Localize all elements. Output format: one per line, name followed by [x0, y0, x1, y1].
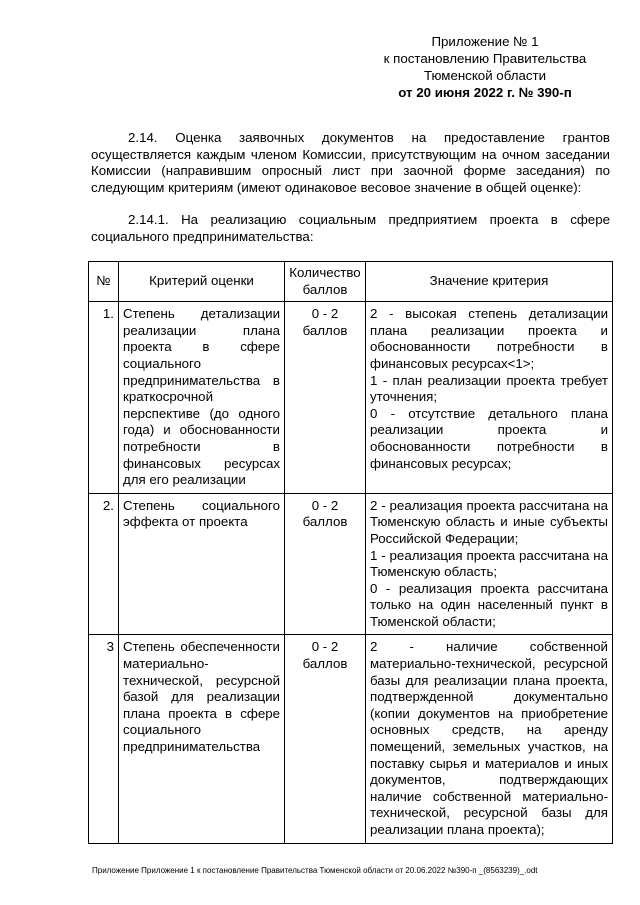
- value-item: 2 - высокая степень детализации плана реализации проекта и обоснованности потребности в финансовых ресурсах<1>;: [370, 306, 608, 371]
- appendix-region: Тюменской области: [423, 68, 547, 83]
- row-points: 0 - 2 баллов: [285, 493, 366, 635]
- value-item: 1 - план реализации проекта требует уточнения;: [370, 372, 608, 405]
- row-number: 2.: [89, 493, 119, 635]
- row-points: 0 - 2 баллов: [285, 635, 366, 843]
- value-item: 0 - реализация проекта рассчитана только на один населенный пункт в Тюменской области;: [370, 580, 608, 629]
- table-row: [89, 635, 613, 843]
- header-number: №: [89, 262, 119, 302]
- row-criterion: Степень детализации реализации плана проекта в сфере социального предпринимательства в краткосрочной перспективе (до одного года) и обоснованности потребности в финансовых ресурсах для его реализации: [119, 302, 285, 494]
- file-footer: Приложение Приложение 1 к постановление Правительства Тюменской области от 20.06.2022 №390-п _(8563239)_.odt: [92, 866, 538, 875]
- row-criterion: Степень обеспеченности материально-технической, ресурсной базой для реализации плана проекта в сфере социального предпринимательства: [119, 635, 285, 843]
- header-criterion: Критерий оценки: [119, 262, 285, 302]
- paragraph-2-14-1: [91, 212, 610, 245]
- value-item: 0 - отсутствие детального плана реализации проекта и обоснованности потребности в финансовых ресурсах;: [370, 405, 608, 471]
- row-number: 3: [89, 635, 119, 843]
- header-value: Значение критерия: [366, 262, 613, 302]
- appendix-date: от 20 июня 2022 г. № 390-п: [398, 85, 572, 100]
- value-item: 2 - реализация проекта рассчитана на Тюменскую область и иные субъекты Российской Федерации;: [370, 497, 608, 546]
- appendix-header: [360, 33, 610, 101]
- row-value: [366, 493, 613, 635]
- appendix-reference: к постановлению Правительства: [383, 51, 587, 66]
- table-header-row: [89, 262, 613, 302]
- table-row: [89, 302, 613, 494]
- paragraph-2-14-text: 2.14. Оценка заявочных документов на предоставление грантов осуществляется каждым членом Комиссии, присутствующим на очном заседании Комиссии (направившим опросный лист при заочной форме заседания) по следующим критериям (имеют одинаковое весовое значение в общей оценке):: [91, 130, 610, 195]
- value-item: 2 - наличие собственной материально-технической, ресурсной базы для реализации плана проекта, подтвержденной документально (копии документов на приобретение основных средств, на аренду помещений, земельных участков, на поставку сырья и материалов и иных документов, подтверждающих наличие собственной материально-технической, ресурсной базы для реализации плана проекта);: [370, 639, 608, 837]
- paragraph-2-14: [91, 130, 610, 196]
- header-points: Количество баллов: [285, 262, 366, 302]
- row-number: 1.: [89, 302, 119, 494]
- row-value: [366, 635, 613, 843]
- criteria-table: [88, 261, 613, 844]
- paragraph-2-14-1-text: 2.14.1. На реализацию социальным предприятием проекта в сфере социального предпринимательства:: [91, 212, 610, 244]
- row-value: [366, 302, 613, 494]
- row-points: 0 - 2 баллов: [285, 302, 366, 494]
- row-criterion: Степень социального эффекта от проекта: [119, 493, 285, 635]
- appendix-number: Приложение № 1: [431, 34, 539, 49]
- value-item: 1 - реализация проекта рассчитана на Тюменскую область;: [370, 547, 608, 580]
- table-row: [89, 493, 613, 635]
